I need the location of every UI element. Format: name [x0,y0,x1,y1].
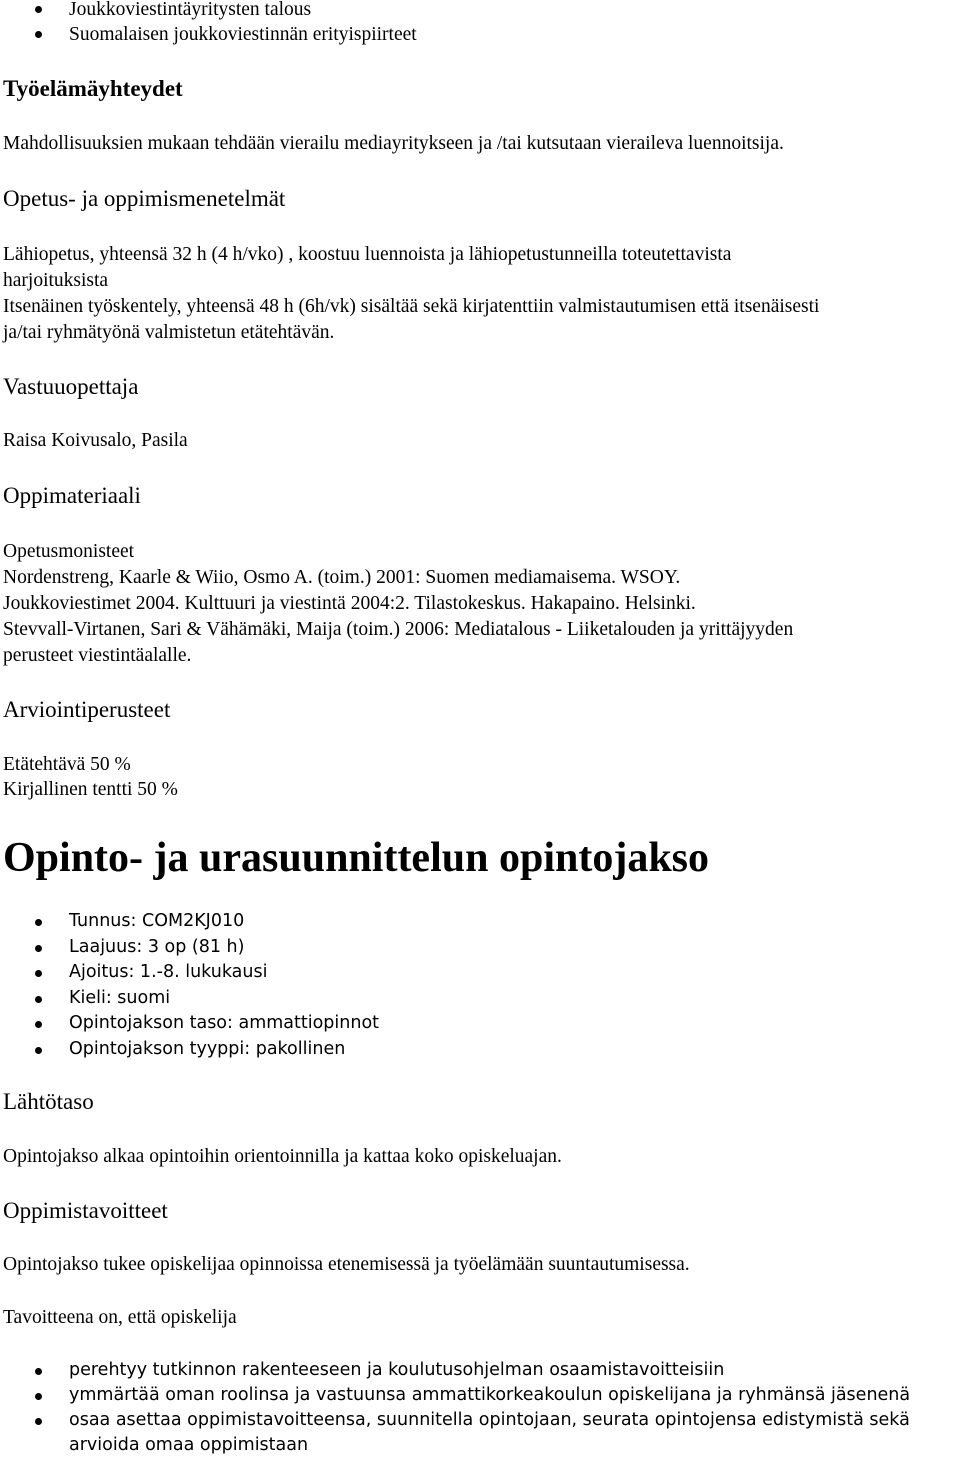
section-text-lahtotaso: Opintojakso alkaa opintoihin orientoinnilla ja kattaa koko opiskeluajan. [3,1146,562,1167]
oppimateriaali-line: Joukkoviestimet 2004. Kulttuuri ja viestintä 2004:2. Tilastokeskus. Hakapaino. Helsinki. [3,593,696,614]
opetus-line: Lähiopetus, yhteensä 32 h (4 h/vko) , koostuu luennoista ja lähiopetustunneilla toteutettavista [3,244,732,265]
bullet-icon [35,1021,42,1028]
top-bullet-list [0,0,417,47]
section-text-oppimistavoitteet: Opintojakso tukee opiskelijaa opinnoissa etenemisessä ja työelämään suuntautumisessa. [3,1254,690,1275]
course-title: Opinto- ja urasuunnittelun opintojakso [3,835,710,881]
bullet-icon [35,1393,42,1400]
oppimateriaali-line: Stevvall-Virtanen, Sari & Vähämäki, Maija (toim.) 2006: Mediatalous - Liiketalouden ja yrittäjyyden [3,619,794,640]
goals-list [0,1358,910,1458]
list-item: Ajoitus: 1.-8. lukukausi [0,960,379,986]
course-info-list [0,909,379,1062]
list-item: Laajuus: 3 op (81 h) [0,935,379,961]
list-item: Opintojakson taso: ammattiopinnot [0,1011,379,1037]
bullet-icon [35,1418,42,1425]
section-text-vastuuopettaja: Raisa Koivusalo, Pasila [3,430,188,451]
section-heading-vastuuopettaja: Vastuuopettaja [3,374,139,399]
bullet-icon [35,970,42,977]
list-item: ymmärtää oman roolinsa ja vastuunsa ammattikorkeakoulun opiskelijana ja ryhmänsä jäsenenä [0,1383,910,1408]
section-heading-opetus: Opetus- ja oppimismenetelmät [3,186,286,211]
list-item: Opintojakson tyyppi: pakollinen [0,1037,379,1063]
section-heading-tyoelama: Työelämäyhteydet [3,76,183,101]
arviointi-line: Etätehtävä 50 % [3,754,131,775]
section-heading-oppimistavoitteet: Oppimistavoitteet [3,1198,168,1223]
oppimateriaali-line: perusteet viestintäalalle. [3,645,192,666]
arviointi-line: Kirjallinen tentti 50 % [3,779,178,800]
bullet-icon [35,919,42,926]
bullet-icon [35,1047,42,1054]
oppimateriaali-line: Opetusmonisteet [3,541,135,562]
bullet-icon [35,31,42,38]
opetus-line: ja/tai ryhmätyönä valmistetun etätehtävän. [3,322,335,343]
section-heading-lahtotaso: Lähtötaso [3,1089,94,1114]
bullet-icon [35,996,42,1003]
section-heading-arviointi: Arviointiperusteet [3,697,171,722]
list-item-continuation: arvioida omaa oppimistaan [69,1435,309,1455]
opetus-line: Itsenäinen työskentely, yhteensä 48 h (6h/vk) sisältää sekä kirjatenttiin valmistautumisen että itsenäisesti [3,296,820,317]
list-item: perehtyy tutkinnon rakenteeseen ja koulutusohjelman osaamistavoitteisiin [0,1358,910,1383]
list-item: osaa asettaa oppimistavoitteensa, suunnitella opintojaan, seurata opintojensa edistymistä sekä [0,1408,910,1433]
bullet-icon [35,6,42,13]
goals-intro: Tavoitteena on, että opiskelija [3,1307,237,1328]
list-item: Tunnus: COM2KJ010 [0,909,379,935]
opetus-line: harjoituksista [3,270,109,291]
bullet-icon [35,945,42,952]
section-heading-oppimateriaali: Oppimateriaali [3,483,141,508]
list-item: Suomalaisen joukkoviestinnän erityispiirteet [0,22,417,47]
section-text-tyoelama: Mahdollisuuksien mukaan tehdään vierailu mediayritykseen ja /tai kutsutaan vieraileva luennoitsija. [3,133,784,154]
list-item: Joukkoviestintäyritysten talous [0,0,417,22]
bullet-icon [35,1368,42,1375]
list-item: Kieli: suomi [0,986,379,1012]
oppimateriaali-line: Nordenstreng, Kaarle & Wiio, Osmo A. (toim.) 2001: Suomen mediamaisema. WSOY. [3,567,681,588]
